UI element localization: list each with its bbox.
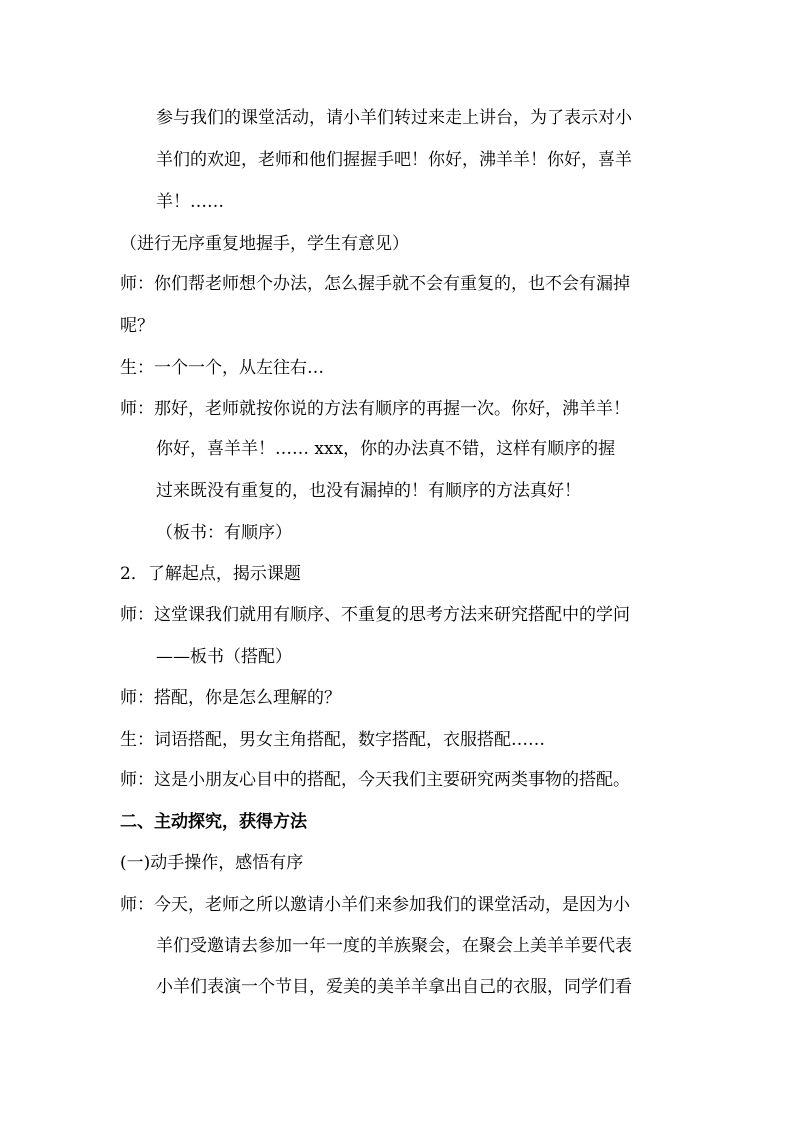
subsection-heading: (一)动手操作，感悟有序: [120, 853, 304, 873]
text-line: ——板书（搭配）: [156, 647, 292, 667]
text-line: 参与我们的课堂活动，请小羊们转过来走上讲台，为了表示对小: [156, 108, 632, 128]
text-line: 羊们受邀请去参加一年一度的羊族聚会，在聚会上美羊羊要代表: [156, 936, 632, 956]
text-line: 生：词语搭配，男女主角搭配，数字搭配，衣服搭配……: [120, 730, 545, 750]
text-line: 过来既没有重复的，也没有漏掉的！有顺序的方法真好！: [156, 481, 581, 501]
text-line: 小羊们表演一个节目，爱美的美羊羊拿出自己的衣服，同学们看: [156, 977, 632, 997]
text-line: （板书：有顺序）: [156, 523, 292, 543]
text-line: 呢？: [120, 316, 154, 336]
text-line: 师：今天，老师之所以邀请小羊们来参加我们的课堂活动，是因为小: [120, 895, 630, 915]
text-line: 羊们的欢迎，老师和他们握握手吧！你好，沸羊羊！你好，喜羊: [156, 150, 632, 170]
text-line: 羊！……: [156, 192, 224, 212]
text-line: 师：这是小朋友心目中的搭配，今天我们主要研究两类事物的搭配。: [120, 770, 630, 790]
text-line: （进行无序重复地握手，学生有意见）: [120, 234, 409, 254]
text-line: 师：这堂课我们就用有顺序、不重复的思考方法来研究搭配中的学问: [120, 605, 630, 625]
text-line: 师：那好，老师就按你说的方法有顺序的再握一次。你好，沸羊羊！: [120, 399, 630, 419]
section-heading: 2．了解起点，揭示课题: [120, 564, 301, 584]
text-line: 师：搭配，你是怎么理解的？: [120, 688, 341, 708]
text-line: 师：你们帮老师想个办法，怎么握手就不会有重复的，也不会有漏掉: [120, 274, 630, 294]
text-line: 生：一个一个，从左往右…: [120, 358, 324, 378]
section-heading: 二、主动探究，获得方法: [120, 812, 307, 832]
text-line: 你好，喜羊羊！…… xxx，你的办法真不错，这样有顺序的握: [156, 439, 616, 459]
